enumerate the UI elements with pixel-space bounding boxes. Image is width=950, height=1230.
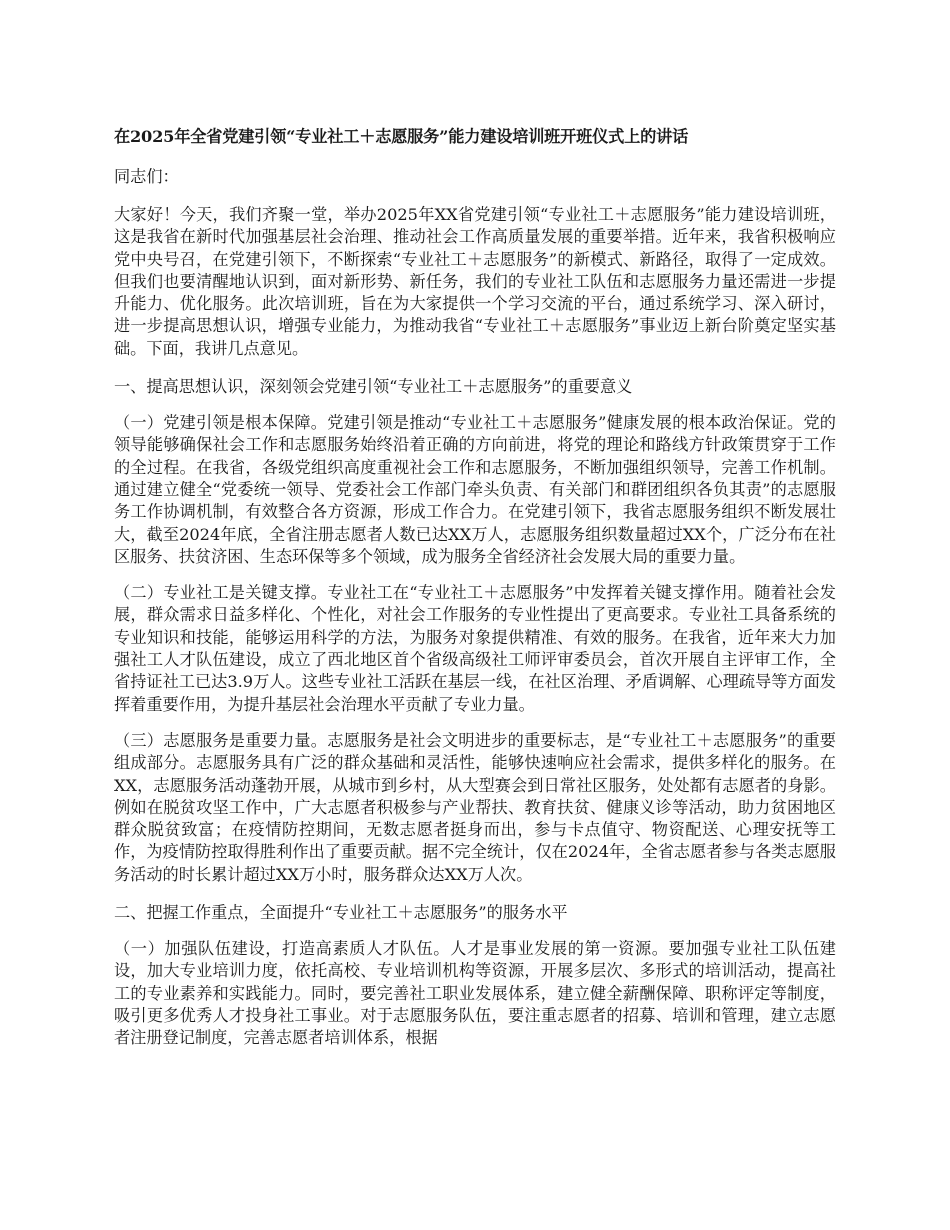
greeting: 同志们： xyxy=(114,167,179,186)
section-2-paragraph-1: （一）加强队伍建设，打造高素质人才队伍。人才是事业发展的第一资源。要加强专业社工队伍建设，加大专业培训力度，依托高校、专业培训机构等资源，开展多层次、多形式的培训活动，提高社工的专业素养和实践能力。同时，要完善社工职业发展体系，建立健全薪酬保障、职称评定等制度，吸引更多优秀人才投身社工事业。对于志愿服务队伍，要注重志愿者的招募、培训和管理，建立志愿者注册登记制度，完善志愿者培训体系，根据 xyxy=(114,939,836,1048)
section-1-paragraph-2: （二）专业社工是关键支撑。专业社工在“专业社工＋志愿服务”中发挥着关键支撑作用。随着社会发展，群众需求日益多样化、个性化，对社会工作服务的专业性提出了更高要求。专业社工具备系统的专业知识和技能，能够运用科学的方法，为服务对象提供精准、有效的服务。在我省，近年来大力加强社工人才队伍建设，成立了西北地区首个省级高级社工师评审委员会，首次开展自主评审工作，全省持证社工已达3.9万人。这些专业社工活跃在基层一线，在社区治理、矛盾调解、心理疏导等方面发挥着重要作用，为提升基层社会治理水平贡献了专业力量。 xyxy=(114,583,836,714)
section-1-heading: 一、提高思想认识，深刻领会党建引领“专业社工＋志愿服务”的重要意义 xyxy=(114,377,633,397)
document-title: 在2025年全省党建引领“专业社工＋志愿服务”能力建设培训班开班仪式上的讲话 xyxy=(114,127,689,146)
section-2-heading: 二、把握工作重点，全面提升“专业社工＋志愿服务”的服务水平 xyxy=(114,903,568,923)
intro-paragraph: 大家好！今天，我们齐聚一堂，举办2025年XX省党建引领“专业社工＋志愿服务”能力建设培训班，这是我省在新时代加强基层社会治理、推动社会工作高质量发展的重要举措。近年来，我省积极响应党中央号召，在党建引领下，不断探索“专业社工＋志愿服务”的新模式、新路径，取得了一定成效。但我们也要清醒地认识到，面对新形势、新任务，我们的专业社工队伍和志愿服务力量还需进一步提升能力、优化服务。此次培训班，旨在为大家提供一个学习交流的平台，通过系统学习、深入研讨，进一步提高思想认识，增强专业能力，为推动我省“专业社工＋志愿服务”事业迈上新台阶奠定坚实基础。下面，我讲几点意见。 xyxy=(114,205,836,358)
section-1-paragraph-3: （三）志愿服务是重要力量。志愿服务是社会文明进步的重要标志，是“专业社工＋志愿服务”的重要组成部分。志愿服务具有广泛的群众基础和灵活性，能够快速响应社会需求，提供多样化的服务。在XX，志愿服务活动蓬勃开展，从城市到乡村，从大型赛会到日常社区服务，处处都有志愿者的身影。例如在脱贫攻坚工作中，广大志愿者积极参与产业帮扶、教育扶贫、健康义诊等活动，助力贫困地区群众脱贫致富；在疫情防控期间，无数志愿者挺身而出，参与卡点值守、物资配送、心理安抚等工作，为疫情防控取得胜利作出了重要贡献。据不完全统计，仅在2024年，全省志愿者参与各类志愿服务活动的时长累计超过XX万小时，服务群众达XX万人次。 xyxy=(114,730,836,884)
document-page xyxy=(114,124,836,1064)
section-1-paragraph-1: （一）党建引领是根本保障。党建引领是推动“专业社工＋志愿服务”健康发展的根本政治保证。党的领导能够确保社会工作和志愿服务始终沿着正确的方向前进，将党的理论和路线方针政策贯穿于工作的全过程。在我省，各级党组织高度重视社会工作和志愿服务，不断加强组织领导，完善工作机制。通过建立健全“党委统一领导、党委社会工作部门牵头负责、有关部门和群团组织各负其责”的志愿服务工作协调机制，有效整合各方资源，形成工作合力。在党建引领下，我省志愿服务组织不断发展壮大，截至2024年底，全省注册志愿者人数已达XX万人，志愿服务组织数量超过XX个，广泛分布在社区服务、扶贫济困、生态环保等多个领域，成为服务全省经济社会发展大局的重要力量。 xyxy=(114,413,836,566)
